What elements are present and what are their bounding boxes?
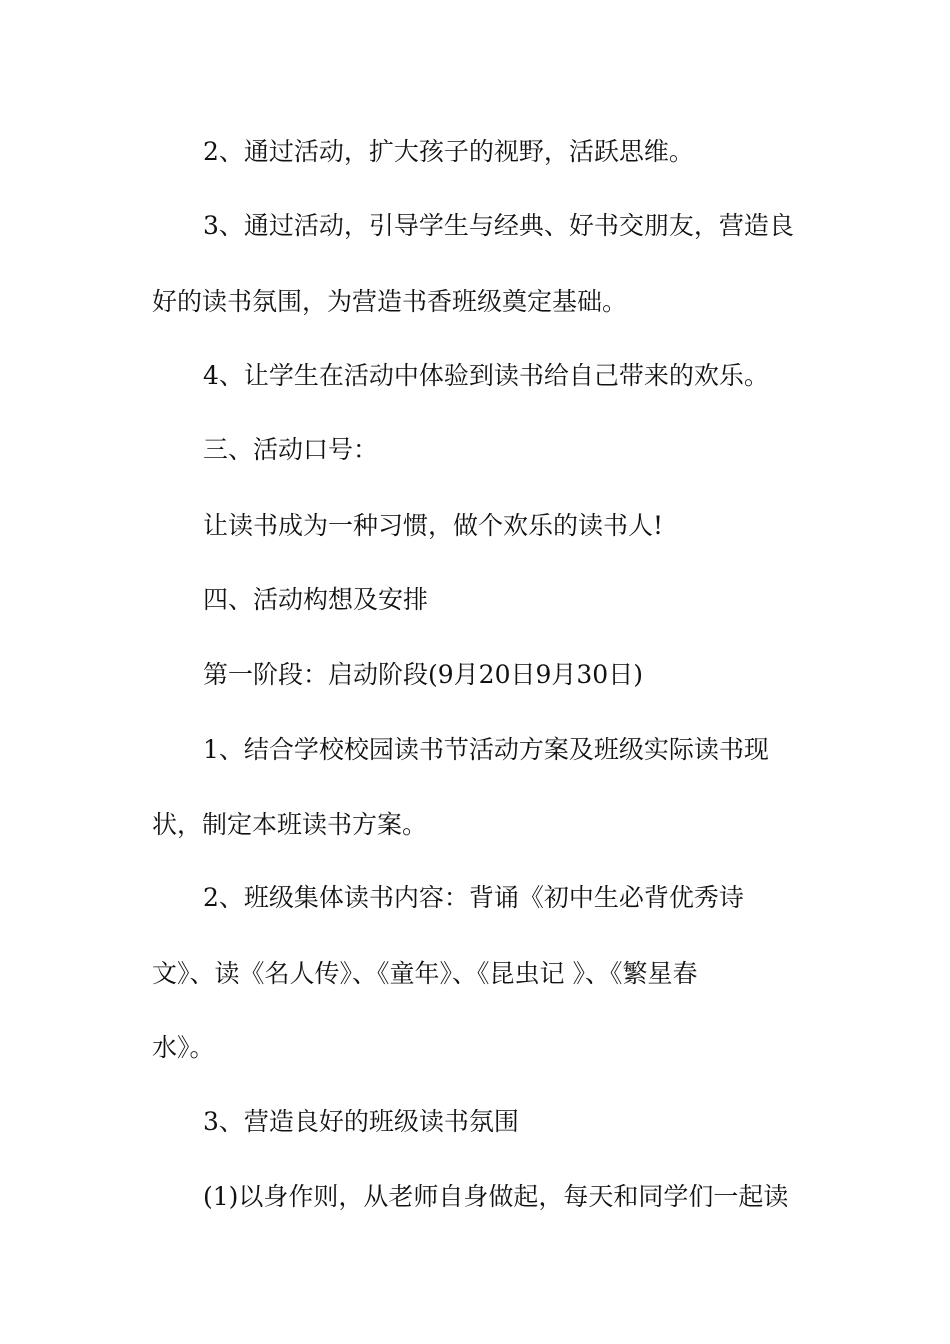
paragraph-line: 状，制定本班读书方案。 <box>152 810 428 839</box>
paragraph-line: 水》。 <box>152 1033 215 1062</box>
paragraph-line: 4、让学生在活动中体验到读书给自己带来的欢乐。 <box>203 361 769 390</box>
paragraph-line: 2、班级集体读书内容：背诵《初中生必背优秀诗 <box>203 883 744 912</box>
paragraph-line: 2、通过活动，扩大孩子的视野，活跃思维。 <box>203 137 694 166</box>
paragraph-line: 文》、读《名人传》、《童年》、《昆虫记 》、《繁星春 <box>152 959 698 988</box>
paragraph-line: 让读书成为一种习惯，做个欢乐的读书人! <box>203 511 664 540</box>
paragraph-line: 3、通过活动，引导学生与经典、好书交朋友，营造良 <box>203 211 794 240</box>
section-heading: 三、活动口号： <box>203 435 379 464</box>
paragraph-line: 好的读书氛围，为营造书香班级奠定基础。 <box>152 287 628 316</box>
paragraph-line: (1)以身作则，从老师自身做起，每天和同学们一起读 <box>203 1182 789 1211</box>
paragraph-line: 3、营造良好的班级读书氛围 <box>203 1107 519 1136</box>
section-heading: 四、活动构想及安排 <box>203 585 429 614</box>
stage-heading: 第一阶段：启动阶段(9月20日9月30日) <box>203 660 643 689</box>
paragraph-line: 1、结合学校校园读书节活动方案及班级实际读书现 <box>203 735 769 764</box>
